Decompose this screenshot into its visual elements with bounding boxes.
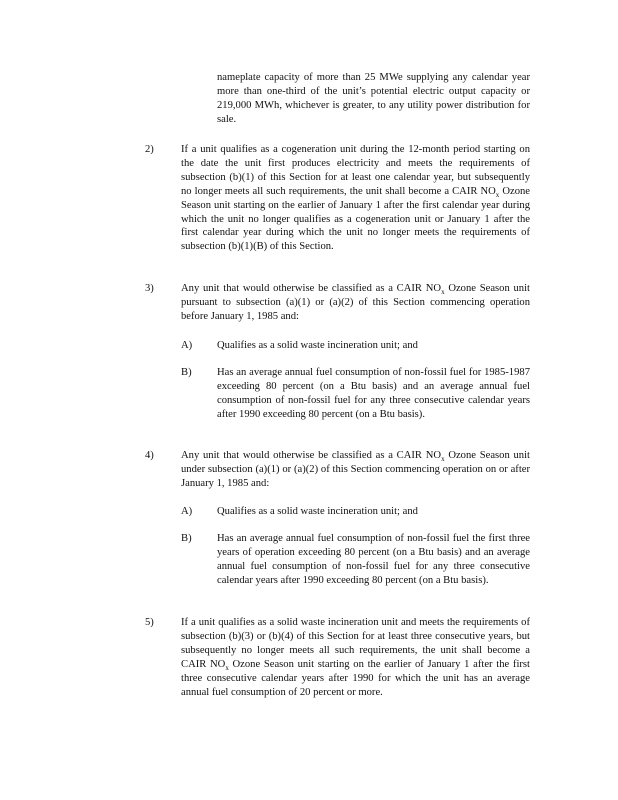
subitem-paragraph: Qualifies as a solid waste incineration unit; and xyxy=(217,340,418,351)
item-paragraph: Any unit that would otherwise be classified as a CAIR $NO_x$ Ozone Season unit pursuant to subsection (a)(1) or (a)(2) of this Section commencing operation before January 1, 1985 and: xyxy=(181,283,530,322)
subitem-paragraph: Has an average annual fuel consumption of non-fossil fuel for 1985-1987 exceeding 80 percent (on a Btu basis) and an average annual fuel consumption of non-fossil fuel for any three consecutive calendar years after 1990 exceeding 80 percent (on a Btu basis). xyxy=(217,367,530,420)
continuation-paragraph: nameplate capacity of more than 25 MWe supplying any calendar year more than one-third of the unit’s potential electric output capacity or 219,000 MWh, whichever is greater, to any utility power distribution for sale. xyxy=(217,72,530,125)
item-number: 3) xyxy=(145,283,154,294)
subitem-number: A) xyxy=(181,506,193,517)
subitem-number: B) xyxy=(181,367,192,378)
item-number: 2) xyxy=(145,144,154,155)
subitem-paragraph: Has an average annual fuel consumption of non-fossil fuel the first three years of operation exceeding 80 percent (on a Btu basis) and an average annual fuel consumption of non-fossil fuel for any three consecutive calendar years after 1990 exceeding 80 percent (on a Btu basis). xyxy=(217,533,530,586)
item-number: 4) xyxy=(145,450,154,461)
item-paragraph: Any unit that would otherwise be classified as a CAIR $NO_x$ Ozone Season unit under subsection (a)(1) or (a)(2) of this Section commencing operation on or after January 1, 1985 and: xyxy=(181,450,530,489)
subitem-number: A) xyxy=(181,340,193,351)
item-paragraph: If a unit qualifies as a cogeneration unit during the 12-month period starting on the date the unit first produces electricity and meets the requirements of subsection (b)(1) of this Section for at least one calendar year, but subsequently no longer meets all such requirements, the unit shall become a CAIR $NO_x$ Ozone Season unit starting on the earlier of January 1 after the first calendar year during which the unit no longer qualifies as a cogeneration unit or January 1 after the first calendar year during which the unit no longer meets the requirements of subsection (b)(1)(B) of this Section. xyxy=(181,144,530,253)
subitem-number: B) xyxy=(181,533,192,544)
item-paragraph: If a unit qualifies as a solid waste incineration unit and meets the requirements of subsection (b)(3) or (b)(4) of this Section for at least three consecutive years, but subsequently no longer meets all such requirements, the unit shall become a CAIR $NO_x$ Ozone Season unit starting on the earlier of January 1 after the first three consecutive calendar years after 1990 for which the unit has an average annual fuel consumption of 20 percent or more. xyxy=(181,617,530,698)
item-number: 5) xyxy=(145,617,154,628)
subitem-paragraph: Qualifies as a solid waste incineration unit; and xyxy=(217,506,418,517)
